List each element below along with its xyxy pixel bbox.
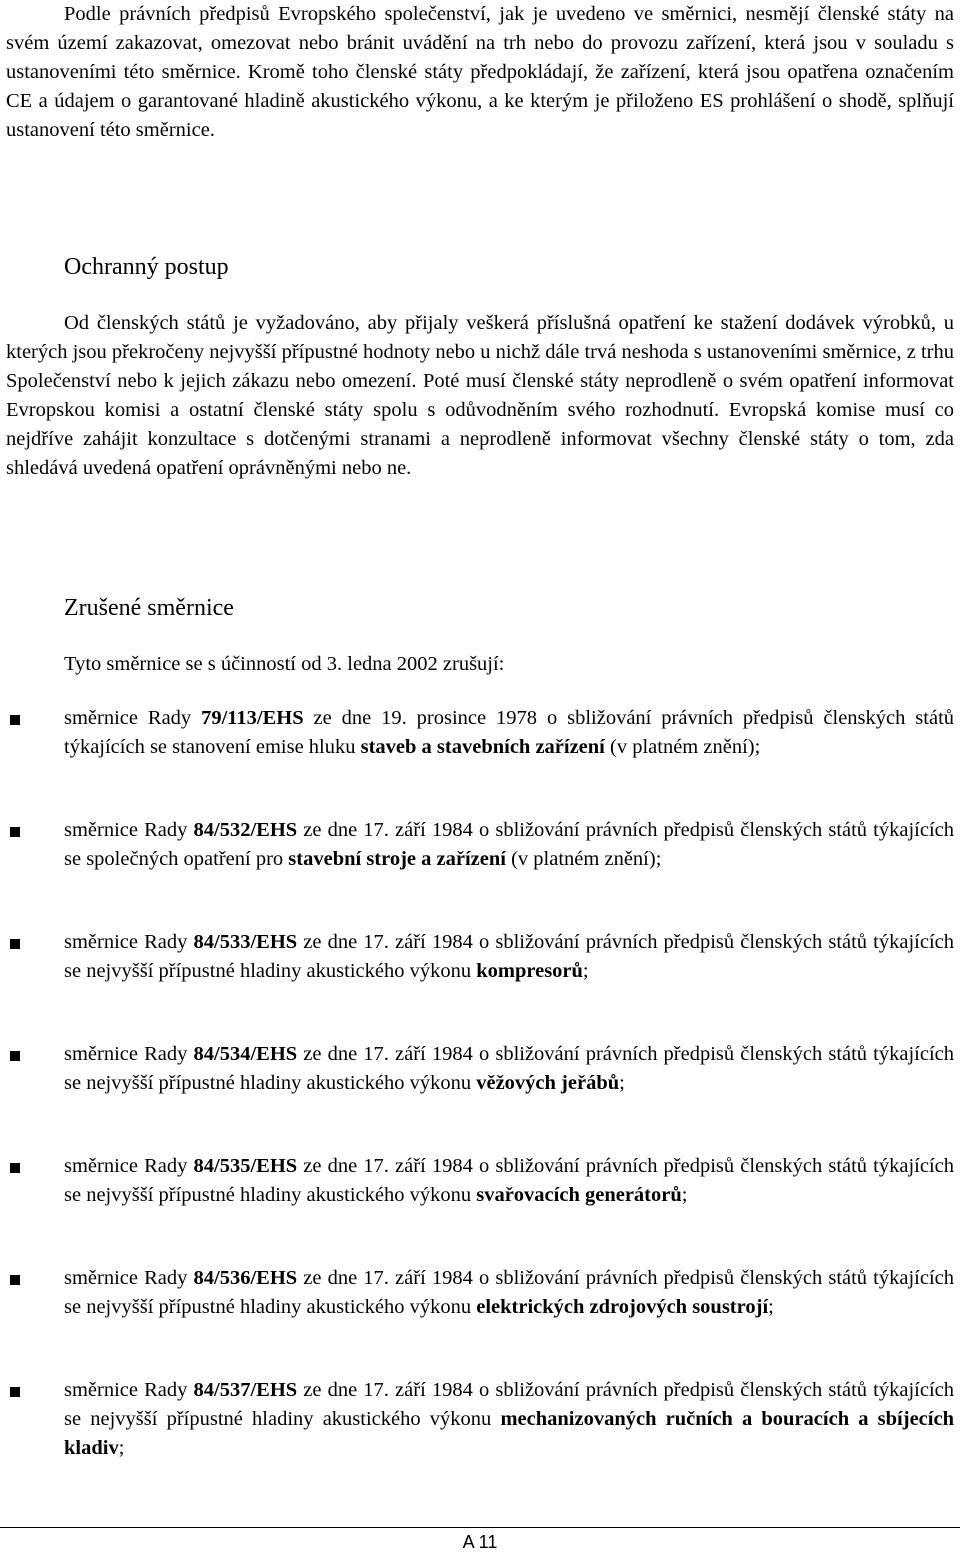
directive-number: 84/533/EHS	[193, 931, 298, 953]
directive-text: směrnice Rady 84/534/EHS ze dne 17. září 1984 o sbližování právních předpisů členských států týkajících se nejvyšší přípustné hladiny akustického výkonu věžových jeřábů;	[64, 1043, 955, 1094]
directive-text: směrnice Rady 84/535/EHS ze dne 17. září 1984 o sbližování právních předpisů členských států týkajících se nejvyšší přípustné hladiny akustického výkonu svařovacích generátorů;	[64, 1155, 955, 1206]
directive-text: směrnice Rady 84/532/EHS ze dne 17. září 1984 o sbližování právních předpisů členských států týkajících se společných opatření pro stavební stroje a zařízení (v platném znění);	[64, 819, 955, 870]
directive-subject: elektrických zdrojových soustrojí	[476, 1296, 769, 1318]
directive-list-item	[0, 704, 954, 762]
directive-list-item	[0, 816, 954, 874]
directive-subject: věžových jeřábů	[476, 1072, 620, 1094]
directive-subject: svařovacích generátorů	[476, 1184, 682, 1206]
directive-text: směrnice Rady 84/533/EHS ze dne 17. září 1984 o sbližování právních předpisů členských států týkajících se nejvyšší přípustné hladiny akustického výkonu kompresorů;	[64, 931, 955, 982]
directive-text: směrnice Rady 79/113/EHS ze dne 19. prosince 1978 o sbližování právních předpisů členských států týkajících se stanovení emise hluku staveb a stavebních zařízení (v platném znění);	[64, 707, 955, 758]
directive-number: 84/532/EHS	[193, 819, 298, 841]
footer-divider	[0, 1527, 960, 1528]
repealed-directives-heading: Zrušené směrnice	[64, 595, 234, 621]
directive-text: směrnice Rady 84/537/EHS ze dne 17. září 1984 o sbližování právních předpisů členských států týkajících se nejvyšší přípustné hladiny akustického výkonu mechanizovaných ručních a bouracích a sbíjecích kladiv;	[64, 1379, 955, 1459]
square-bullet-icon	[10, 1051, 20, 1061]
square-bullet-icon	[10, 939, 20, 949]
directive-number: 84/534/EHS	[193, 1043, 298, 1065]
directive-subject: stavební stroje a zařízení	[288, 848, 506, 870]
square-bullet-icon	[10, 1275, 20, 1285]
square-bullet-icon	[10, 715, 20, 725]
directive-list-item	[0, 1040, 954, 1098]
directive-text: směrnice Rady 84/536/EHS ze dne 17. září 1984 o sbližování právních předpisů členských států týkajících se nejvyšší přípustné hladiny akustického výkonu elektrických zdrojových soustrojí;	[64, 1267, 955, 1318]
directive-list-item	[0, 1264, 954, 1322]
directive-subject: kompresorů	[476, 960, 583, 982]
directive-number: 84/537/EHS	[193, 1379, 298, 1401]
directive-subject: staveb a stavebních zařízení	[360, 736, 605, 758]
directive-number: 84/536/EHS	[193, 1267, 298, 1289]
square-bullet-icon	[10, 827, 20, 837]
directive-list-item	[0, 1152, 954, 1210]
directive-list-item	[0, 928, 954, 986]
protective-procedure-paragraph: Od členských států je vyžadováno, aby přijaly veškerá příslušná opatření ke stažení dodávek výrobků, u kterých jsou překročeny nejvyšší přípustné hodnoty nebo u nichž dále trvá neshoda s ustanoveními směrnice, z trhu Společenství nebo k jejich zákazu nebo omezení. Poté musí členské státy neprodleně o svém opatření informovat Evropskou komisi a ostatní členské státy spolu s odůvodněním svého rozhodnutí. Evropská komise musí co nejdříve zahájit konzultace s dotčenými stranami a neprodleně informovat všechny členské státy o tom, zda shledává uvedená opatření oprávněnými nebo ne.	[6, 312, 954, 479]
directive-subject: mechanizovaných ručních a bouracích a sbíjecích kladiv	[64, 1408, 954, 1459]
protective-procedure-heading: Ochranný postup	[64, 254, 229, 280]
intro-paragraph: Podle právních předpisů Evropského společenství, jak je uvedeno ve směrnici, nesmějí členské státy na svém území zakazovat, omezovat nebo bránit uvádění na trh nebo do provozu zařízení, která jsou v souladu s ustanoveními této směrnice. Kromě toho členské státy předpokládají, že zařízení, která jsou opatřena označením CE a údajem o garantované hladině akustického výkonu, a ke kterým je přiloženo ES prohlášení o shodě, splňují ustanovení této směrnice.	[6, 3, 954, 141]
directive-number: 84/535/EHS	[193, 1155, 298, 1177]
page-number: A 11	[462, 1532, 498, 1552]
directive-list-item	[0, 1376, 954, 1463]
directive-number: 79/113/EHS	[201, 707, 304, 729]
repealed-directives-intro: Tyto směrnice se s účinností od 3. ledna 2002 zrušují:	[64, 653, 505, 675]
square-bullet-icon	[10, 1163, 20, 1173]
square-bullet-icon	[10, 1387, 20, 1397]
